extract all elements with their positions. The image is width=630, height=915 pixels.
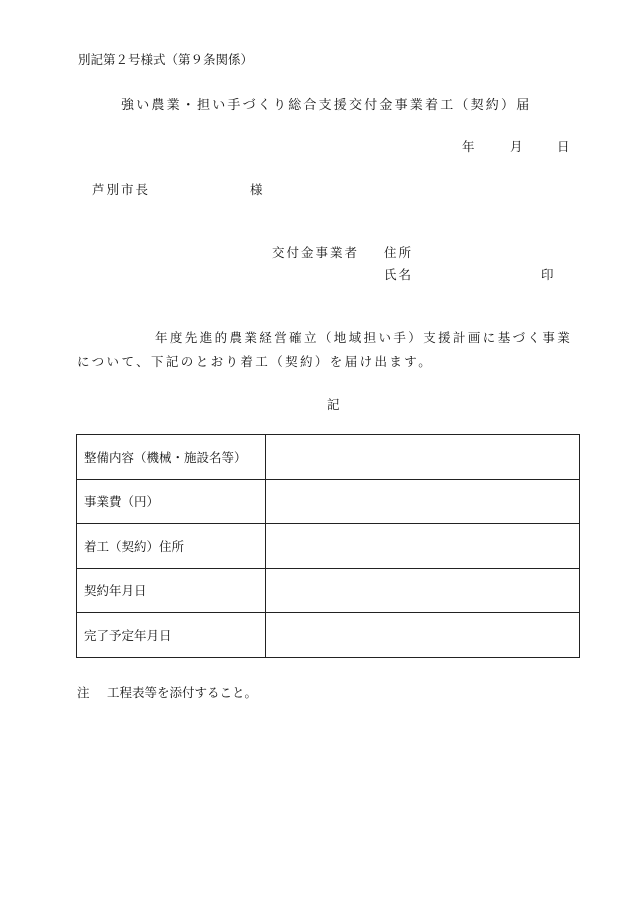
row-label: 着工（契約）住所	[77, 524, 266, 569]
applicant-label: 交付金事業者	[272, 245, 360, 260]
form-number: 別記第２号様式（第９条関係）	[78, 52, 254, 67]
row-value[interactable]	[266, 568, 580, 613]
row-label: 完了予定年月日	[77, 613, 266, 658]
addressee: 芦別市長	[92, 182, 151, 197]
row-value[interactable]	[266, 435, 580, 480]
name-label: 氏名	[384, 267, 414, 282]
detail-table	[76, 434, 580, 658]
ki-heading: 記	[327, 397, 340, 412]
table-row	[77, 524, 580, 569]
row-value[interactable]	[266, 613, 580, 658]
document-title: 強い農業・担い手づくり総合支援交付金事業着工（契約）届	[121, 98, 532, 113]
row-value[interactable]	[266, 479, 580, 524]
date-year-label: 年	[462, 139, 475, 154]
addressee-honorific: 様	[250, 182, 263, 197]
date-day-label: 日	[557, 139, 570, 154]
row-label: 事業費（円）	[77, 479, 266, 524]
row-value[interactable]	[266, 524, 580, 569]
table-row	[77, 613, 580, 658]
row-label: 契約年月日	[77, 568, 266, 613]
address-label: 住所	[384, 245, 414, 260]
row-label: 整備内容（機械・施設名等）	[77, 435, 266, 480]
date-month-label: 月	[510, 139, 523, 154]
table-row	[77, 435, 580, 480]
body-paragraph: 年度先進的農業経営確立（地域担い手）支援計画に基づく事業について、下記のとおり着工（契約）を届け出ます。	[77, 330, 573, 369]
seal-mark: 印	[541, 267, 554, 282]
table-row	[77, 568, 580, 613]
table-row	[77, 479, 580, 524]
note-text: 工程表等を添付すること。	[107, 685, 258, 700]
note-label: 注	[77, 685, 90, 700]
